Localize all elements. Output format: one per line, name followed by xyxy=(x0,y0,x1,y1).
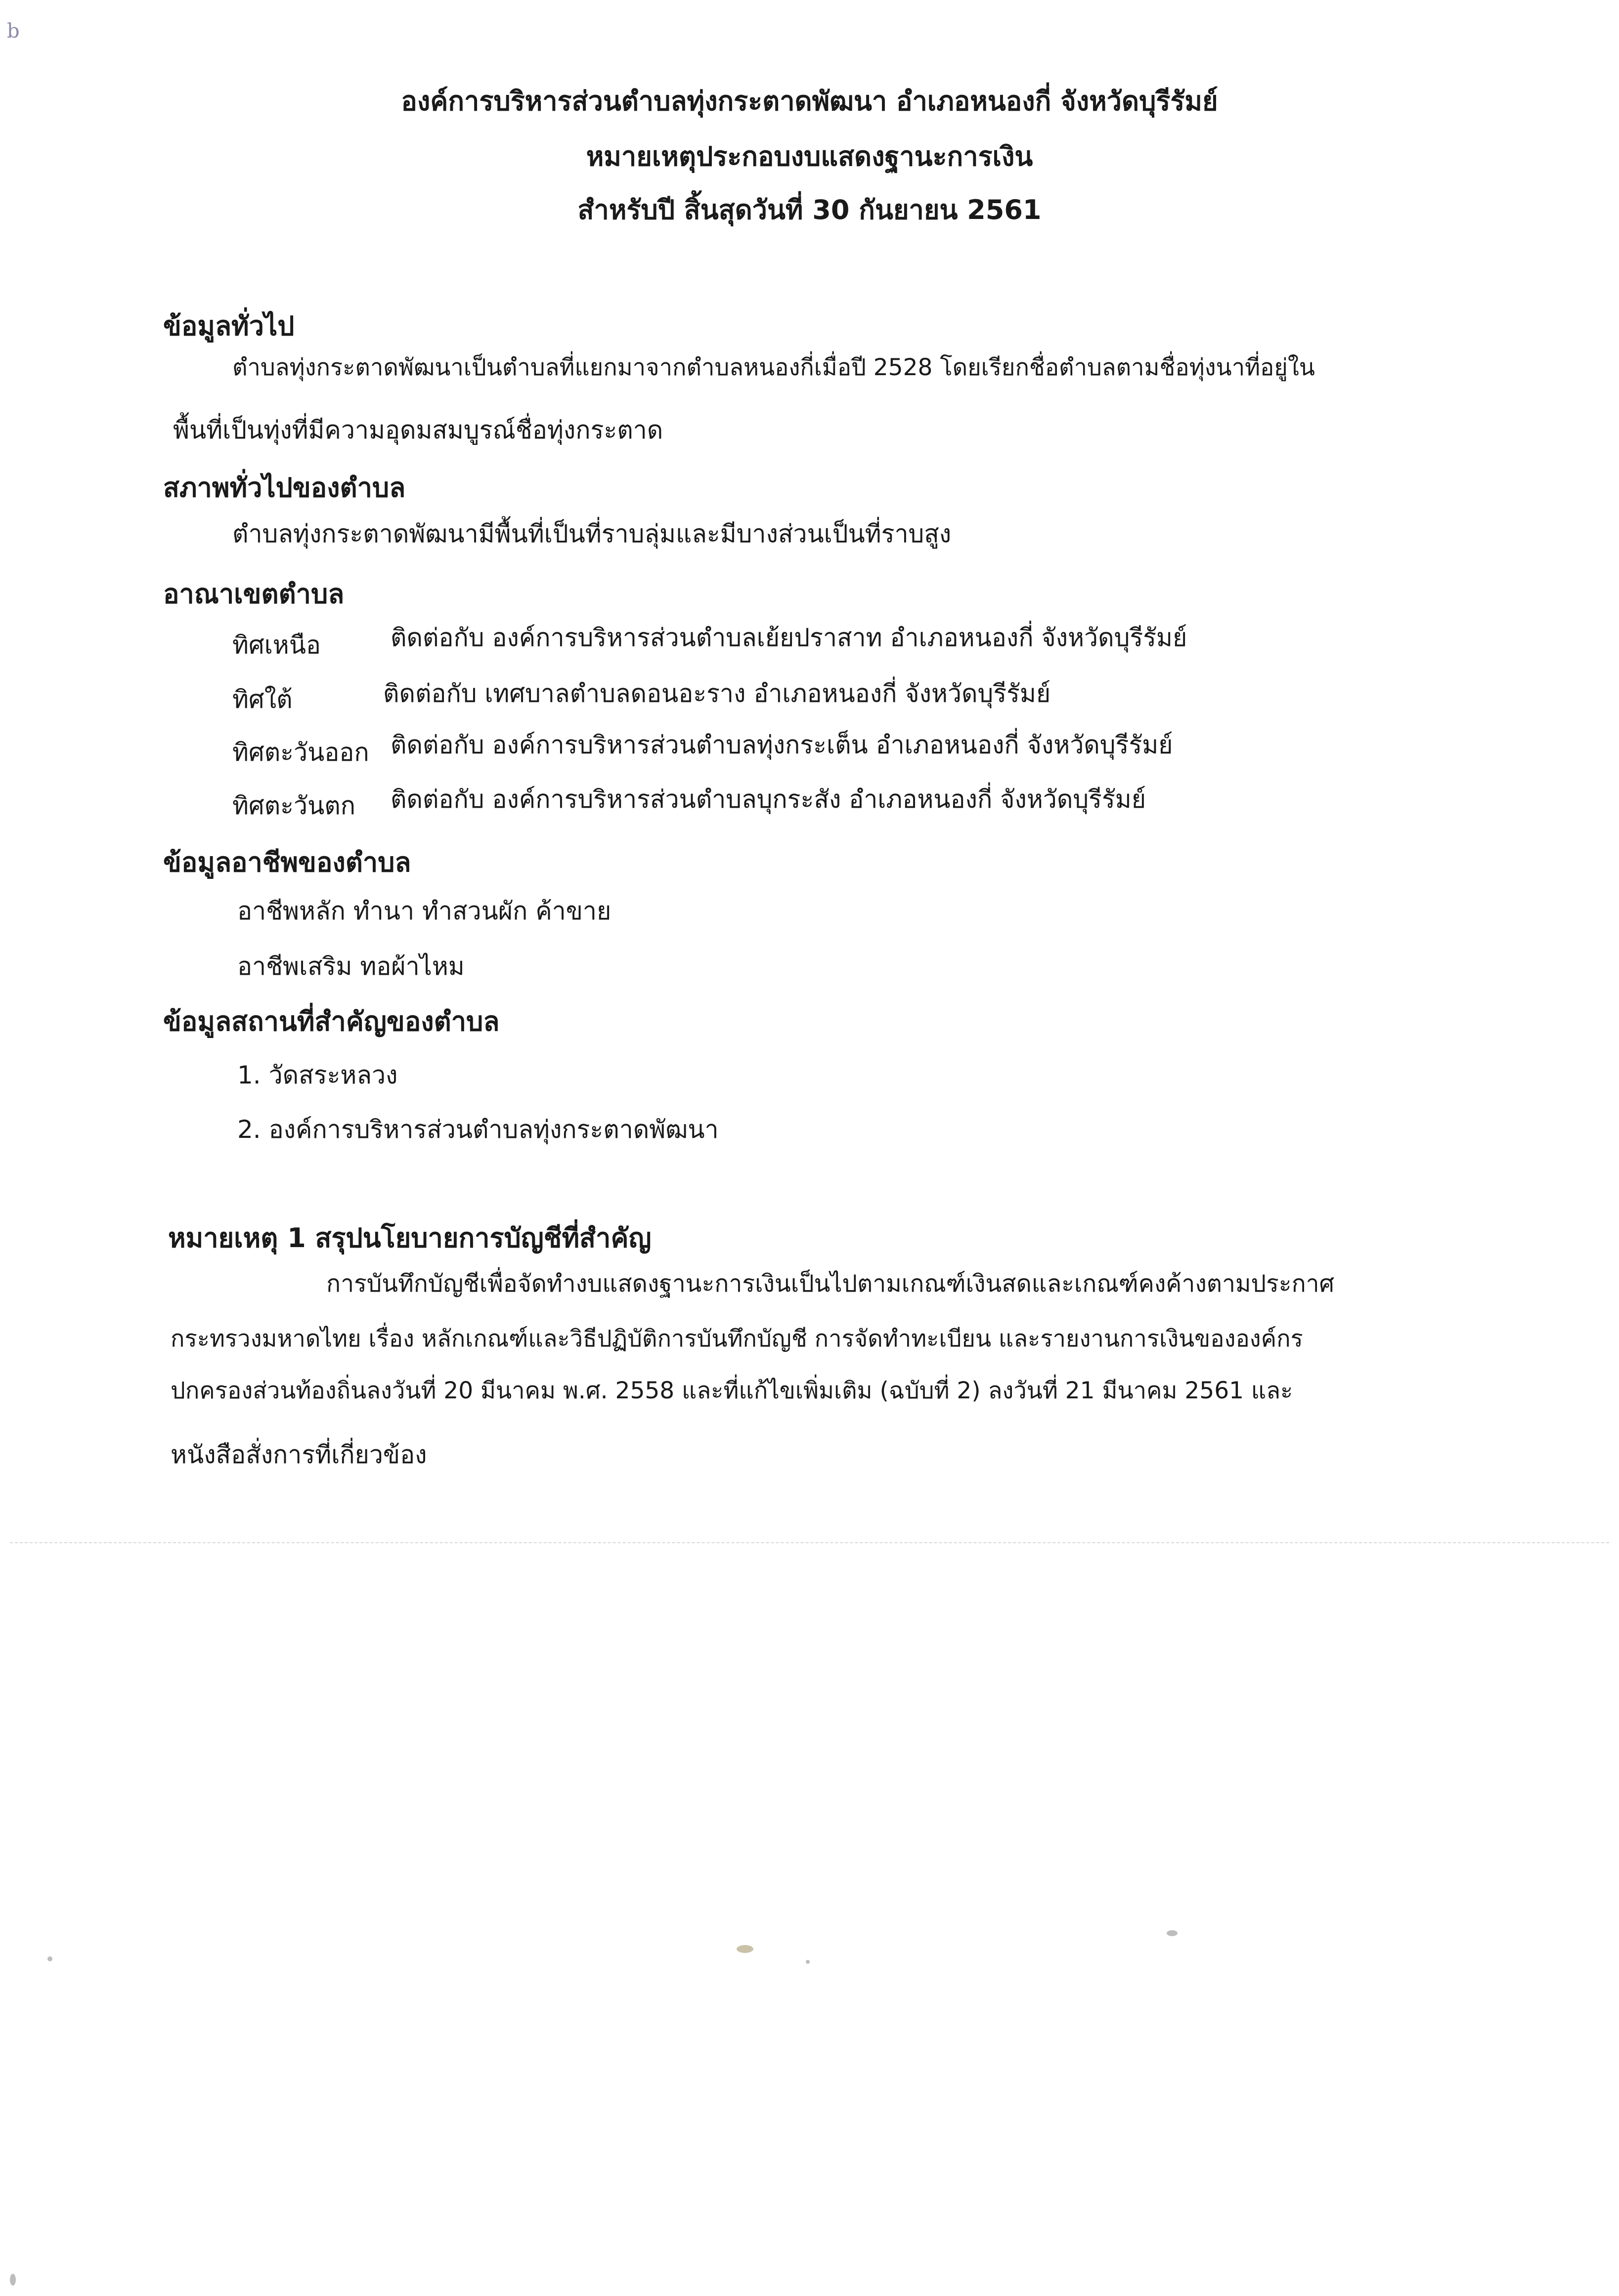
scan-speck xyxy=(47,1956,52,1961)
places-heading: ข้อมูลสถานที่สำคัญของตำบล xyxy=(163,1006,500,1037)
note1-line-3: ปกครองส่วนท้องถิ่นลงวันที่ 20 มีนาคม พ.ศ. 2558 และที่แก้ไขเพิ่มเติม (ฉบับที่ 2) ลงวันที่ 21 มีนาคม 2561 และ xyxy=(171,1377,1293,1404)
scan-fold-line xyxy=(10,1542,1609,1543)
scan-speck xyxy=(1167,1930,1178,1936)
boundary-north-text: ติดต่อกับ องค์การบริหารส่วนตำบลเย้ยปราสาท อำเภอหนองกี่ จังหวัดบุรีรัมย์ xyxy=(391,623,1187,652)
boundary-east-text: ติดต่อกับ องค์การบริหารส่วนตำบลทุ่งกระเต็น อำเภอหนองกี่ จังหวัดบุรีรัมย์ xyxy=(391,731,1173,759)
boundary-east-direction: ทิศตะวันออก xyxy=(232,738,369,767)
boundaries-heading: อาณาเขตตำบล xyxy=(163,578,345,609)
place-item-2: 2. องค์การบริหารส่วนตำบลทุ่งกระตาดพัฒนา xyxy=(237,1115,719,1144)
general-heading: ข้อมูลทั่วไป xyxy=(163,310,295,342)
note1-line-4: หนังสือสั่งการที่เกี่ยวข้อง xyxy=(171,1440,427,1469)
condition-heading: สภาพทั่วไปของตำบล xyxy=(163,472,406,503)
general-line-2: พื้นที่เป็นทุ่งที่มีความอุดมสมบูรณ์ชื่อทุ่งกระตาด xyxy=(173,416,663,444)
note1-line-1: การบันทึกบัญชีเพื่อจัดทำงบแสดงฐานะการเงินเป็นไปตามเกณฑ์เงินสดและเกณฑ์คงค้างตามประกาศ xyxy=(326,1270,1335,1298)
period-title: สำหรับปี สิ้นสุดวันที่ 30 กันยายน 2561 xyxy=(577,194,1042,225)
margin-pen-mark: b xyxy=(7,20,20,43)
boundary-south-text: ติดต่อกับ เทศบาลตำบลดอนอะราง อำเภอหนองกี่ จังหวัดบุรีรัมย์ xyxy=(383,679,1051,708)
occupation-main: อาชีพหลัก ทำนา ทำสวนผัก ค้าขาย xyxy=(237,897,612,925)
note1-heading: หมายเหตุ 1 สรุปนโยบายการบัญชีที่สำคัญ xyxy=(168,1222,652,1254)
boundary-north-direction: ทิศเหนือ xyxy=(232,631,321,659)
boundary-west-text: ติดต่อกับ องค์การบริหารส่วนตำบลบุกระสัง อำเภอหนองกี่ จังหวัดบุรีรัมย์ xyxy=(391,785,1146,814)
note1-line-2: กระทรวงมหาดไทย เรื่อง หลักเกณฑ์และวิธีปฏิบัติการบันทึกบัญชี การจัดทำทะเบียน และรายงานการเงินขององค์กร xyxy=(171,1325,1303,1352)
org-title: องค์การบริหารส่วนตำบลทุ่งกระตาดพัฒนา อำเภอหนองกี่ จังหวัดบุรีรัมย์ xyxy=(401,86,1218,117)
scan-speck xyxy=(737,1945,753,1953)
scan-speck xyxy=(10,2274,16,2286)
boundary-south-direction: ทิศใต้ xyxy=(232,685,293,714)
condition-text: ตำบลทุ่งกระตาดพัฒนามีพื้นที่เป็นที่ราบลุ่มและมีบางส่วนเป็นที่ราบสูง xyxy=(232,520,952,548)
scan-speck xyxy=(806,1960,810,1964)
occupation-heading: ข้อมูลอาชีพของตำบล xyxy=(163,847,411,878)
place-item-1: 1. วัดสระหลวง xyxy=(237,1061,398,1089)
boundary-west-direction: ทิศตะวันตก xyxy=(232,791,356,820)
general-line-1: ตำบลทุ่งกระตาดพัฒนาเป็นตำบลที่แยกมาจากตำบลหนองกี่เมื่อปี 2528 โดยเรียกชื่อตำบลตามชื่อทุ่งนาที่อยู่ใน xyxy=(232,354,1315,381)
occupation-secondary: อาชีพเสริม ทอผ้าไหม xyxy=(237,952,465,981)
document-title: หมายเหตุประกอบงบแสดงฐานะการเงิน xyxy=(586,141,1033,172)
